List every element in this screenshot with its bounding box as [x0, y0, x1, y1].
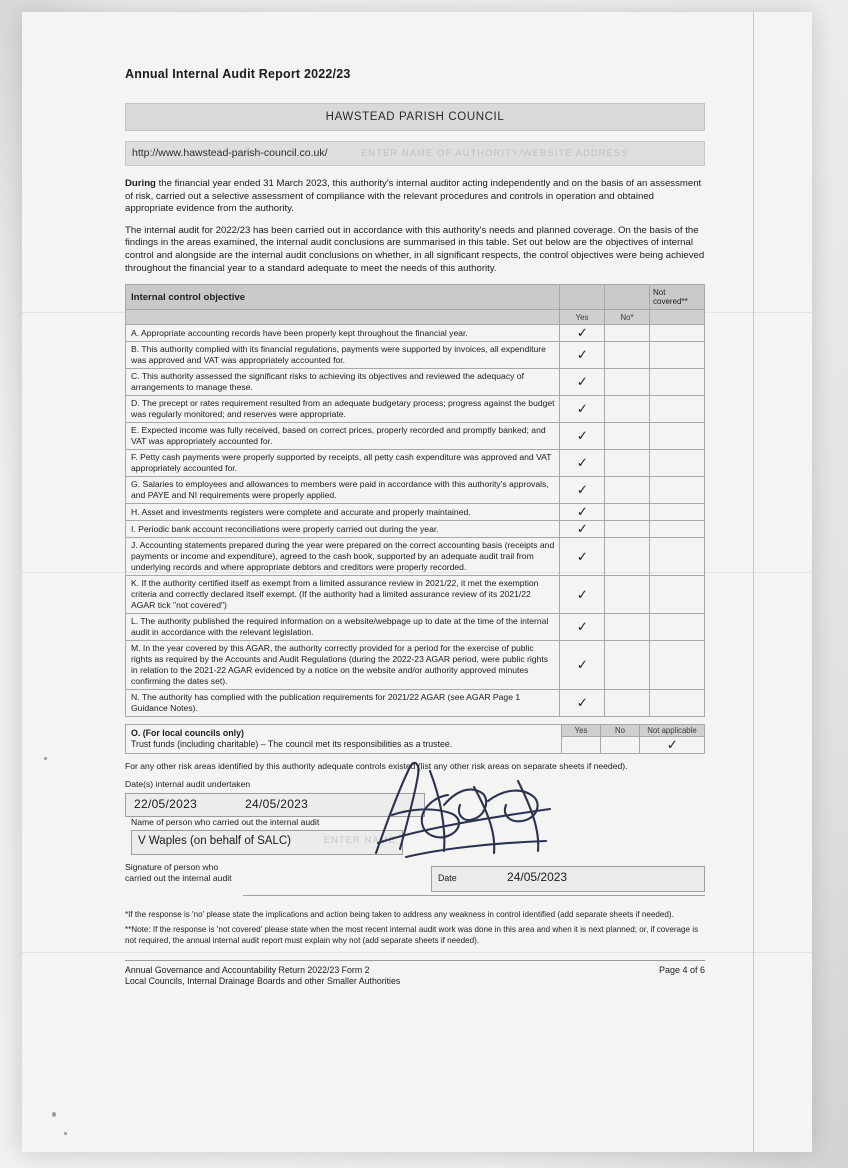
objective-d: D. The precept or rates requirement resulted from an adequate budgetary process; progress against the budget was regularly monitored; and reserves were appropriate. — [126, 396, 560, 423]
footer-left — [125, 965, 400, 987]
table-row — [126, 521, 705, 538]
objective-a-not-covered[interactable] — [650, 325, 705, 342]
signature-date-value: 24/05/2023 — [507, 870, 568, 885]
intro-lead-word: During — [125, 178, 156, 189]
objective-n: N. The authority has complied with the publication requirements for 2021/22 AGAR (see AGAR Page 1 Guidance Notes). — [126, 690, 560, 717]
table-row — [126, 450, 705, 477]
table-header-row — [126, 285, 705, 310]
objective-h-yes[interactable]: ✓ — [560, 504, 605, 521]
website-band — [125, 141, 705, 166]
objective-b-not-covered[interactable] — [650, 342, 705, 369]
website-placeholder-ghost: ENTER NAME OF AUTHORITY/WEBSITE ADDRESS — [361, 148, 629, 159]
objective-l-yes[interactable]: ✓ — [560, 614, 605, 641]
objective-h-no[interactable] — [605, 504, 650, 521]
objective-g-no[interactable] — [605, 477, 650, 504]
objective-g-not-covered[interactable] — [650, 477, 705, 504]
footer-left-line-2: Local Councils, Internal Drainage Boards and other Smaller Authorities — [125, 975, 401, 986]
table-row — [126, 369, 705, 396]
auditor-name-value: V Waples (on behalf of SALC) — [138, 835, 291, 848]
table-row — [126, 641, 705, 690]
objective-e: E. Expected income was fully received, based on correct prices, properly recorded and promptly banked; and VAT was appropriately accounted for. — [126, 423, 560, 450]
footnote-one: *If the response is 'no' please state the implications and action being taken to address any weakness in control identified (add separate sheets if needed). — [125, 910, 674, 920]
objective-m-not-covered[interactable] — [650, 641, 705, 690]
local-councils-text: Trust funds (including charitable) – The council met its responsibilities as a trustee. — [131, 739, 453, 750]
audit-date-1: 22/05/2023 — [134, 796, 198, 811]
table-row — [126, 504, 705, 521]
table-row — [126, 342, 705, 369]
table-row — [126, 538, 705, 576]
footnote-two: **Note: If the response is 'not covered' please state when the most recent internal audit work was done in this area and when it is next planned; or, if coverage is not required, the annual internal audit report must explain why not (add separate sheets if needed). — [125, 925, 699, 945]
objective-g: G. Salaries to employees and allowances to members were paid in accordance with this authority's approvals, and PAYE and NI requirements were properly applied. — [126, 477, 560, 504]
col-not-covered — [650, 310, 705, 325]
dates-label: Date(s) internal audit undertaken — [125, 779, 251, 790]
table-row — [126, 614, 705, 641]
objective-i: I. Periodic bank account reconciliations were properly carried out during the year. — [126, 521, 560, 538]
local-col-no: No — [601, 725, 640, 737]
objective-f-no[interactable] — [605, 450, 650, 477]
objective-l-no[interactable] — [605, 614, 650, 641]
objective-j: J. Accounting statements prepared during the year were prepared on the correct accounting basis (receipts and payments or income and expenditure), agreed to the cash book, supported by an adequate audit trail from underlying records and where appropriate debtors and creditors were properly recorded. — [126, 538, 560, 576]
auditor-name-label: Name of person who carried out the internal audit — [131, 816, 320, 827]
col-no: No* — [605, 310, 650, 325]
objective-header: Internal control objective — [126, 285, 560, 310]
objective-a-yes[interactable]: ✓ — [560, 325, 605, 342]
objective-f: F. Petty cash payments were properly supported by receipts, all petty cash expenditure was approved and VAT appropriately accounted for. — [126, 450, 560, 477]
footer-left-line-1: Annual Governance and Accountability Return 2022/23 Form 2 — [125, 964, 370, 975]
local-yes-cell[interactable] — [562, 737, 601, 754]
objective-d-not-covered[interactable] — [650, 396, 705, 423]
objective-b-no[interactable] — [605, 342, 650, 369]
table-column-header-row — [126, 310, 705, 325]
auditor-name-block — [131, 817, 403, 856]
auditor-name-placeholder-ghost: ENTER NAME — [323, 835, 396, 847]
objective-a-no[interactable] — [605, 325, 650, 342]
table-row — [126, 396, 705, 423]
objective-i-not-covered[interactable] — [650, 521, 705, 538]
objective-m-no[interactable] — [605, 641, 650, 690]
council-name-band: HAWSTEAD PARISH COUNCIL — [125, 103, 705, 131]
objective-f-not-covered[interactable] — [650, 450, 705, 477]
objective-k-no[interactable] — [605, 576, 650, 614]
objective-n-yes[interactable]: ✓ — [560, 690, 605, 717]
objective-j-yes[interactable]: ✓ — [560, 538, 605, 576]
col-yes: Yes — [560, 310, 605, 325]
objective-b-yes[interactable]: ✓ — [560, 342, 605, 369]
signoff-section — [125, 779, 705, 900]
signature-date-field[interactable] — [431, 866, 705, 892]
signature-label: Signature of person who carried out the internal audit — [125, 862, 232, 883]
local-na-cell[interactable]: ✓ — [640, 737, 705, 754]
risk-areas-note: For any other risk areas identified by this authority adequate controls existed (list any other risk areas on separate sheets if needed). — [125, 761, 628, 772]
document-body — [125, 67, 705, 987]
objective-n-no[interactable] — [605, 690, 650, 717]
objective-e-no[interactable] — [605, 423, 650, 450]
objective-c-no[interactable] — [605, 369, 650, 396]
intro-paragraph-1 — [125, 178, 705, 216]
objective-m: M. In the year covered by this AGAR, the authority correctly provided for a period for the exercise of public rights as required by the Accounts and Audit Regulations (during the 2022-23 AGAR period, were public rights in relation to the 2021-22 AGAR evidenced by a notice on the website and/or authority approved minutes confirming the dates set). — [126, 641, 560, 690]
local-no-cell[interactable] — [601, 737, 640, 754]
local-col-yes: Yes — [562, 725, 601, 737]
dates-block — [125, 779, 425, 817]
table-row — [126, 477, 705, 504]
website-url: http://www.hawstead-parish-council.co.uk/ — [132, 147, 328, 159]
objective-n-not-covered[interactable] — [650, 690, 705, 717]
objective-l-not-covered[interactable] — [650, 614, 705, 641]
objective-k: K. If the authority certified itself as exempt from a limited assurance review in 2021/22, it met the exemption criteria and correctly declared itself exempt. (If the authority had a limited assurance review of its 2021/22 AGAR tick "not covered") — [126, 576, 560, 614]
objective-j-not-covered[interactable] — [650, 538, 705, 576]
local-councils-header-row — [126, 725, 705, 737]
paper-sheet — [22, 12, 812, 1152]
objective-k-not-covered[interactable] — [650, 576, 705, 614]
table-row — [126, 690, 705, 717]
not-covered-header-top: Not covered** — [650, 285, 705, 310]
objective-k-yes[interactable]: ✓ — [560, 576, 605, 614]
audit-date-2: 24/05/2023 — [245, 796, 309, 811]
signature-row — [125, 862, 705, 900]
objective-f-yes[interactable]: ✓ — [560, 450, 605, 477]
intro-paragraph-1-text: the financial year ended 31 March 2023, this authority's internal auditor acting independently and on the basis of an assessment of risk, carried out a selective assessment of compliance with the relevant procedures and controls in operation and obtained appropriate evidence from the authority. — [125, 178, 702, 215]
internal-control-table — [125, 284, 705, 717]
table-row — [126, 423, 705, 450]
objective-d-no[interactable] — [605, 396, 650, 423]
local-col-na: Not applicable — [640, 725, 705, 737]
objective-h: H. Asset and investments registers were complete and accurate and properly maintained. — [126, 504, 560, 521]
page-footer — [125, 960, 705, 987]
local-councils-heading: O. (For local councils only) — [131, 728, 244, 739]
objective-d-yes[interactable]: ✓ — [560, 396, 605, 423]
objective-c: C. This authority assessed the significant risks to achieving its objectives and reviewed the adequacy of arrangements to manage these. — [126, 369, 560, 396]
footer-page-number: Page 4 of 6 — [658, 964, 705, 975]
objective-b: B. This authority complied with its financial regulations, payments were supported by invoices, all expenditure was approved and VAT was appropriately accounted for. — [126, 342, 560, 369]
objective-e-yes[interactable]: ✓ — [560, 423, 605, 450]
objective-e-not-covered[interactable] — [650, 423, 705, 450]
page-title: Annual Internal Audit Report 2022/23 — [125, 67, 351, 81]
local-councils-label — [126, 725, 562, 754]
objective-c-not-covered[interactable] — [650, 369, 705, 396]
objective-h-not-covered[interactable] — [650, 504, 705, 521]
objective-i-no[interactable] — [605, 521, 650, 538]
objective-l: L. The authority published the required information on a website/webpage up to date at the time of the internal audit in accordance with the relevant legislation. — [126, 614, 560, 641]
objective-i-yes[interactable]: ✓ — [560, 521, 605, 538]
table-row — [126, 325, 705, 342]
objective-j-no[interactable] — [605, 538, 650, 576]
signature-date-label: Date — [438, 873, 457, 884]
objective-a: A. Appropriate accounting records have been properly kept throughout the financial year. — [126, 325, 560, 342]
local-councils-table — [125, 724, 705, 754]
objective-g-yes[interactable]: ✓ — [560, 477, 605, 504]
table-row — [126, 576, 705, 614]
dates-field[interactable] — [125, 793, 425, 817]
signature-line[interactable] — [243, 895, 705, 896]
objective-c-yes[interactable]: ✓ — [560, 369, 605, 396]
objective-m-yes[interactable]: ✓ — [560, 641, 605, 690]
auditor-name-field[interactable] — [131, 830, 403, 855]
intro-paragraph-2: The internal audit for 2022/23 has been carried out in accordance with this authority's needs and planned coverage. On the basis of the findings in the areas examined, the internal audit conclusions are summarised in this table. Set out below are the objectives of internal control and alongside are the internal audit conclusions on whether, in all significant respects, the control objectives were being achieved throughout the financial year to a standard adequate to meet the needs of this authority. — [125, 224, 705, 274]
